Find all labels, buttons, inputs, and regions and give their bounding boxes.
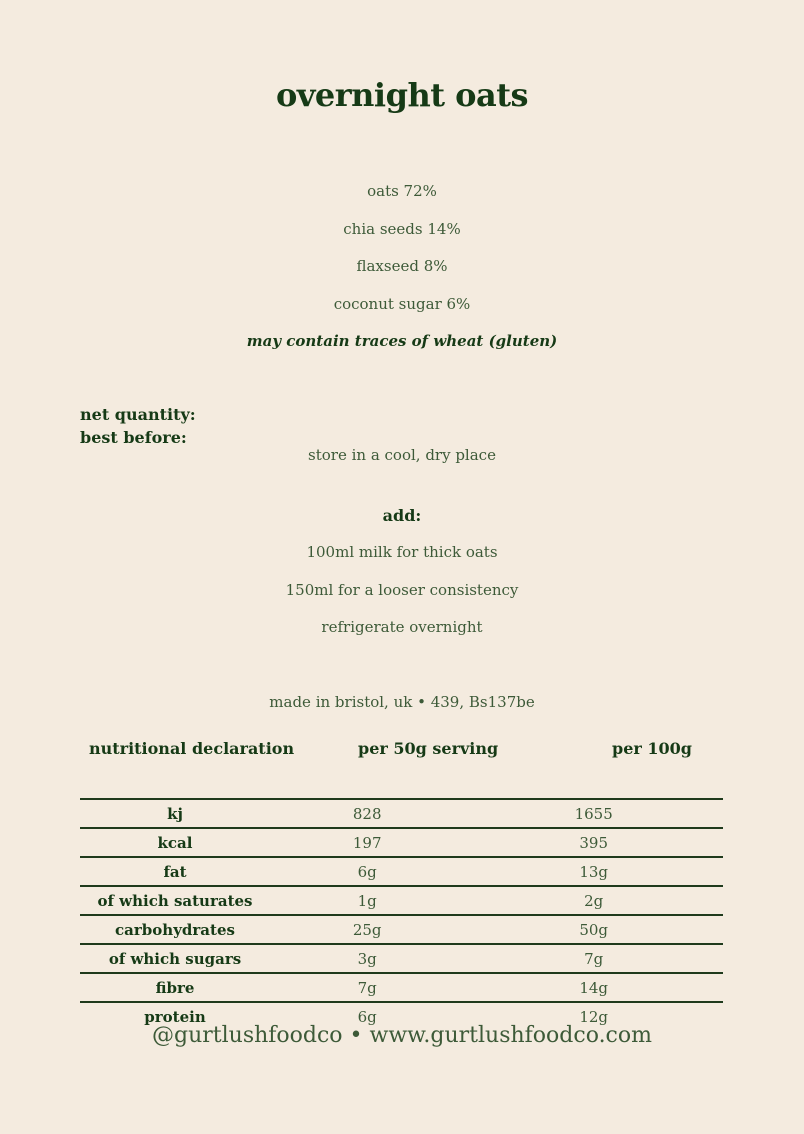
nutrient-name: fat <box>80 857 270 886</box>
nutrient-per100: 395 <box>464 828 723 857</box>
nutrient-name: protein <box>80 1002 270 1030</box>
add-line: 100ml milk for thick oats <box>306 543 498 561</box>
add-line: refrigerate overnight <box>321 618 483 636</box>
nutrition-header-name: nutritional declaration <box>89 739 295 758</box>
nutrient-name: of which saturates <box>80 886 270 915</box>
nutrient-name: kj <box>80 799 270 828</box>
best-before-label: best before: <box>80 428 187 447</box>
nutrient-per50: 3g <box>270 944 464 973</box>
nutrient-name: of which sugars <box>80 944 270 973</box>
nutrition-header-per50: per 50g serving <box>358 739 499 758</box>
table-row <box>80 944 723 973</box>
nutrient-per100: 2g <box>464 886 723 915</box>
nutrient-per50: 828 <box>270 799 464 828</box>
nutrition-header-per100: per 100g <box>612 739 692 758</box>
nutrient-per100: 50g <box>464 915 723 944</box>
allergen-note: may contain traces of wheat (gluten) <box>246 332 558 350</box>
table-row <box>80 857 723 886</box>
nutrient-per50: 1g <box>270 886 464 915</box>
nutrient-per100: 12g <box>464 1002 723 1030</box>
ingredient-item: chia seeds 14% <box>343 219 461 238</box>
table-row <box>80 886 723 915</box>
table-row <box>80 828 723 857</box>
ingredient-item: flaxseed 8% <box>356 257 448 275</box>
footer-contact: @gurtlushfoodco • www.gurtlushfoodco.com <box>152 1023 652 1048</box>
page-title: overnight oats <box>275 76 528 114</box>
table-row <box>80 799 723 828</box>
nutrient-name: carbohydrates <box>80 915 270 944</box>
made-in-address: made in bristol, uk • 439, Bs137be <box>269 693 535 711</box>
net-quantity-label: net quantity: <box>80 405 196 424</box>
nutrient-per100: 13g <box>464 857 723 886</box>
nutrient-name: fibre <box>80 973 270 1002</box>
ingredient-item: coconut sugar 6% <box>333 294 471 313</box>
nutrition-table <box>80 798 723 1030</box>
nutrient-per50: 7g <box>270 973 464 1002</box>
ingredients-list <box>0 180 804 352</box>
nutrient-per50: 6g <box>270 857 464 886</box>
table-row <box>80 915 723 944</box>
add-line: 150ml for a looser consistency <box>285 581 519 599</box>
nutrient-name: kcal <box>80 828 270 857</box>
nutrient-per100: 7g <box>464 944 723 973</box>
table-row <box>80 973 723 1002</box>
nutrient-per50: 6g <box>270 1002 464 1030</box>
storage-instruction: store in a cool, dry place <box>308 446 496 464</box>
nutrient-per50: 197 <box>270 828 464 857</box>
add-heading: add: <box>382 506 422 525</box>
nutrient-per100: 14g <box>464 973 723 1002</box>
nutrient-per50: 25g <box>270 915 464 944</box>
nutrient-per100: 1655 <box>464 799 723 828</box>
ingredient-item: oats 72% <box>367 182 437 200</box>
